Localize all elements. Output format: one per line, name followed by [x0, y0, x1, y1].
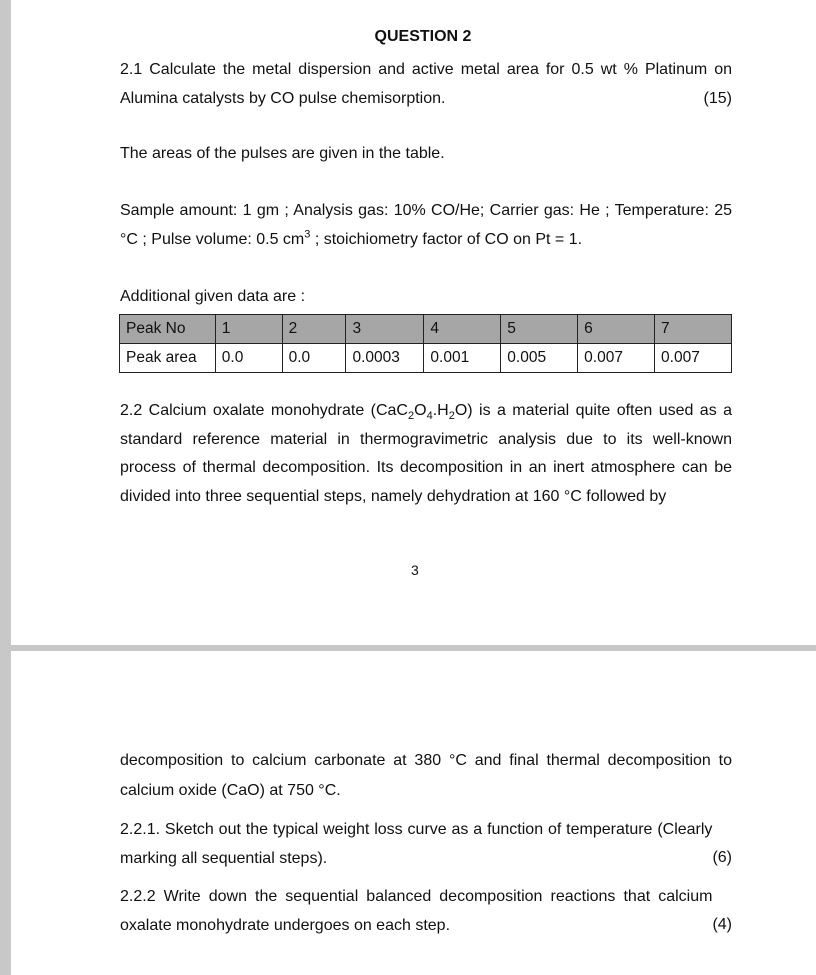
table-cell: 0.0: [215, 344, 282, 373]
document-page-2: [11, 651, 816, 975]
question-title: QUESTION 2: [374, 28, 472, 45]
subscript: 2: [448, 410, 455, 423]
question-2-2-2: [120, 883, 732, 940]
question-2-2-1-text: 2.2.1. Sketch out the typical weight loss curve as a function of temperature (Clearly marking all sequential steps).: [120, 821, 713, 867]
table-row: [120, 344, 732, 373]
table-cell: 0.005: [501, 344, 578, 373]
conditions-line2: [120, 226, 732, 255]
continuation-text: decomposition to calcium carbonate at 380 °C and final thermal decomposition to calcium oxide (CaO) at 750 °C.: [120, 752, 732, 799]
conditions: [120, 197, 732, 254]
table-cell: 0.007: [578, 344, 655, 373]
question-2-1-line2: [120, 85, 732, 114]
question-2-1-marks: (15): [703, 89, 732, 107]
table-cell: Peak area: [120, 344, 216, 373]
q22-text-c: .H: [432, 402, 449, 419]
question-2-2-2-text: 2.2.2 Write down the sequential balanced decomposition reactions that calcium oxalate monohydrate undergoes on each step.: [120, 888, 713, 934]
q22-text-d: O) is a material quite often used as a standard reference material in thermogravimetric analysis due to its well-known process of thermal decomposition. Its decomposition in an inert atmosphere can be divided into three sequential steps, namely dehydration at 160 °C followed by: [120, 402, 733, 506]
table-cell: 7: [655, 315, 732, 344]
question-2-1-text: Alumina catalysts by CO pulse chemisorption.: [120, 89, 446, 107]
table-cell: 3: [346, 315, 424, 344]
conditions-line1: Sample amount: 1 gm ; Analysis gas: 10% CO/He; Carrier gas: He ; Temperature: 25: [120, 202, 732, 219]
question-2-2-1: [120, 816, 732, 873]
question-2-2-1-marks: (6): [712, 849, 732, 866]
document-page-1: [11, 0, 816, 645]
question-2-2-2-marks: (4): [712, 916, 732, 933]
question-2-1-line1: 2.1 Calculate the metal dispersion and active metal area for 0.5 wt % Platinum on: [120, 61, 732, 78]
page-number: 3: [411, 562, 419, 578]
areas-note: The areas of the pulses are given in the table.: [120, 145, 445, 162]
question-2-1: [120, 56, 732, 113]
conditions-line2-a: °C ; Pulse volume: 0.5 cm: [120, 230, 305, 248]
q22-text-a: 2.2 Calcium oxalate monohydrate (CaC: [120, 402, 408, 419]
peak-table: [119, 314, 732, 373]
q22-text-b: O: [414, 402, 427, 419]
subscript: 4: [426, 410, 433, 423]
table-cell: 4: [424, 315, 501, 344]
table-header-row: [120, 315, 732, 344]
table-cell: 0.0: [282, 344, 346, 373]
table-cell: 2: [282, 315, 346, 344]
question-2-2: [120, 397, 732, 512]
table-cell: 0.007: [655, 344, 732, 373]
table-cell: 6: [578, 315, 655, 344]
table-cell: 1: [215, 315, 282, 344]
subscript: 2: [408, 410, 415, 423]
table-cell: 0.001: [424, 344, 501, 373]
table-cell: 0.0003: [346, 344, 424, 373]
conditions-line2-b: ; stoichiometry factor of CO on Pt = 1.: [310, 230, 583, 248]
cubic-superscript: 3: [304, 228, 311, 241]
table-cell: Peak No: [120, 315, 216, 344]
table-cell: 5: [501, 315, 578, 344]
additional-data-label: Additional given data are :: [120, 288, 306, 305]
